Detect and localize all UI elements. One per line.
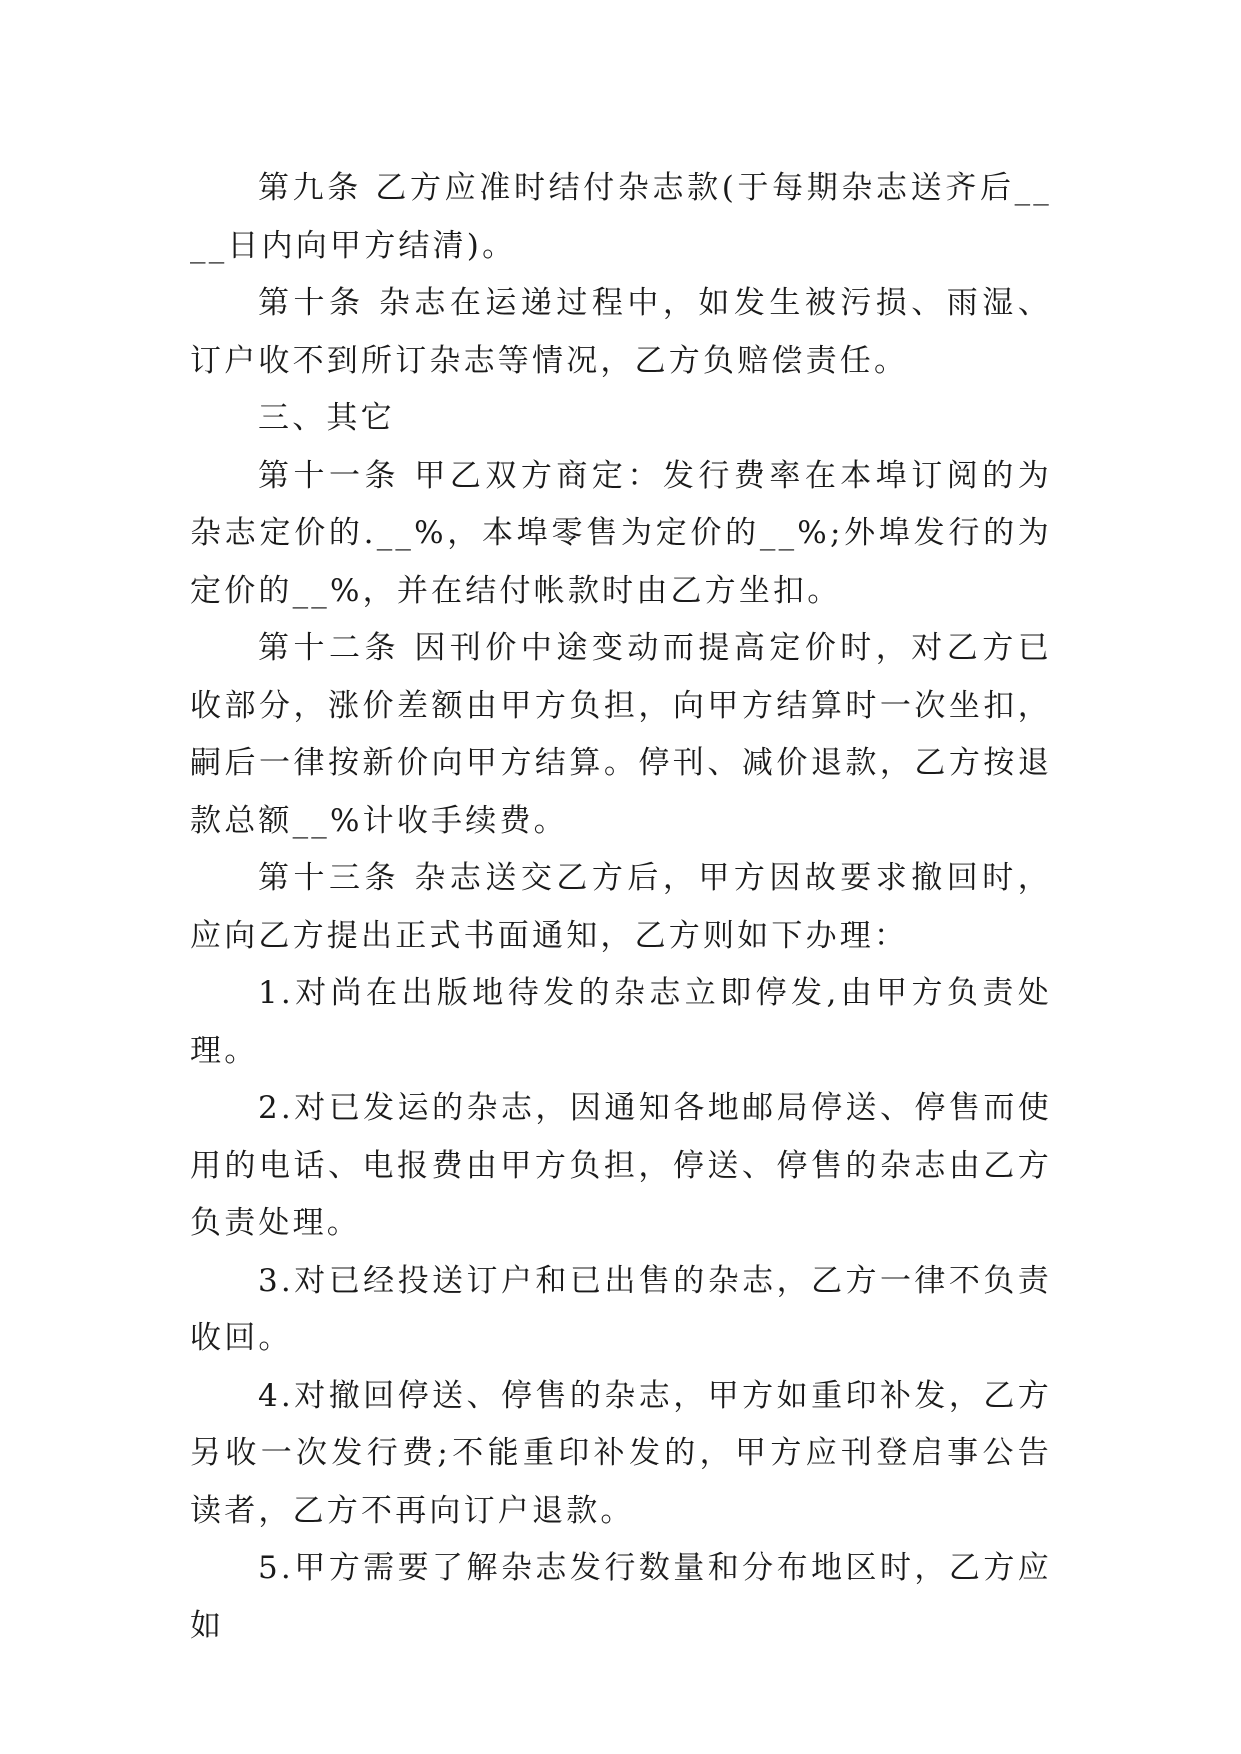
- list-item-1: 1.对尚在出版地待发的杂志立即停发,由甲方负责处理。: [190, 975, 1052, 1069]
- list-item-3: 3.对已经投送订户和已出售的杂志，乙方一律不负责收回。: [190, 1262, 1052, 1356]
- paragraph-article-9: 第九条 乙方应准时结付杂志款(于每期杂志送齐后____日内向甲方结清)。: [190, 170, 1052, 264]
- paragraph-article-10: 第十条 杂志在运递过程中，如发生被污损、雨湿、订户收不到所订杂志等情况，乙方负赔偿责任。: [190, 285, 1052, 379]
- list-item-2: 2.对已发运的杂志，因通知各地邮局停送、停售而使用的电话、电报费由甲方负担，停送、停售的杂志由乙方负责处理。: [190, 1090, 1052, 1241]
- document-body: [190, 160, 1052, 1655]
- paragraph-article-13: 第十三条 杂志送交乙方后，甲方因故要求撤回时，应向乙方提出正式书面通知，乙方则如下办理：: [190, 860, 1052, 954]
- paragraph-article-11: 第十一条 甲乙双方商定：发行费率在本埠订阅的为杂志定价的.__%，本埠零售为定价的__%;外埠发行的为定价的__%，并在结付帐款时由乙方坐扣。: [190, 457, 1052, 609]
- list-item-5: 5.甲方需要了解杂志发行数量和分布地区时，乙方应如: [190, 1550, 1052, 1644]
- list-item-4: 4.对撤回停送、停售的杂志，甲方如重印补发，乙方另收一次发行费;不能重印补发的，甲方应刊登启事公告读者，乙方不再向订户退款。: [190, 1377, 1052, 1529]
- paragraph-article-12: 第十二条 因刊价中途变动而提高定价时，对乙方已收部分，涨价差额由甲方负担，向甲方结算时一次坐扣，嗣后一律按新价向甲方结算。停刊、减价退款，乙方按退款总额__%计收手续费。: [190, 630, 1052, 839]
- section-heading-other: 三、其它: [258, 400, 395, 436]
